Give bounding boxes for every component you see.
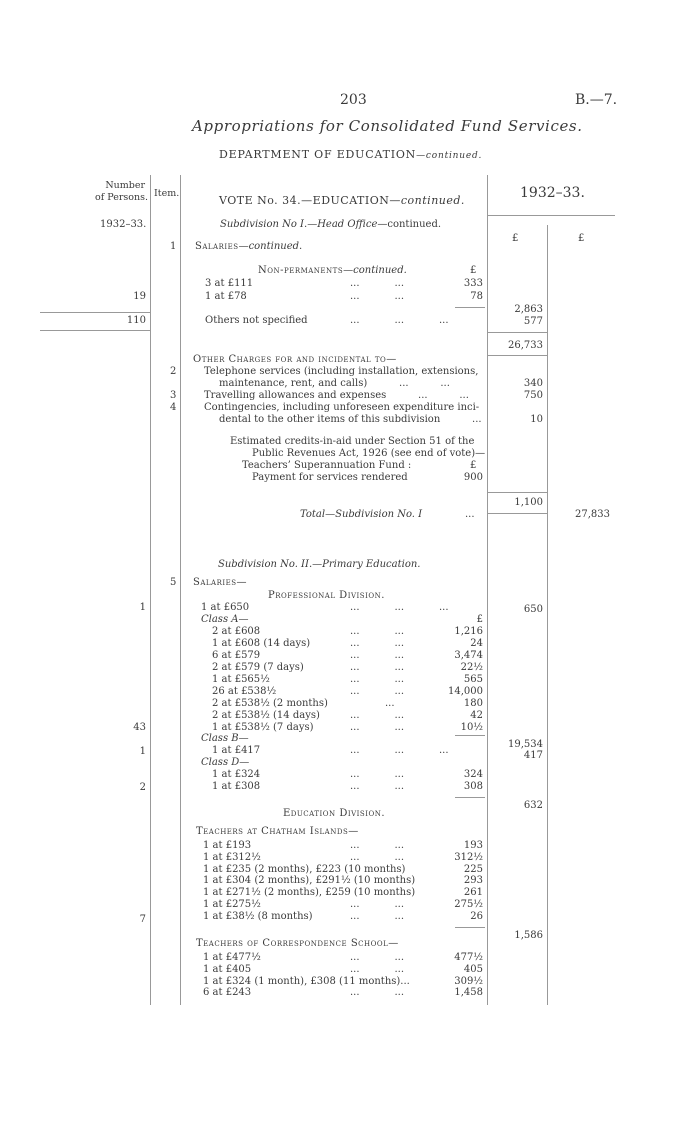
- salary-row-text: 1 at £405: [203, 963, 252, 975]
- salary-row-amount: 78: [470, 291, 483, 302]
- correspondence-school-heading: Teachers of Correspondence School—: [196, 938, 399, 949]
- pound-column2: £: [578, 233, 585, 244]
- salary-row-text: 6 at £579: [212, 649, 261, 661]
- salary-row-text: 1 at £304 (2 months), £291½ (10 months): [203, 875, 416, 887]
- leader-dots: ... ...: [350, 721, 405, 733]
- credits-line: Public Revenues Act, 1926 (see end of vote)—: [252, 448, 486, 459]
- subtotal-amount: 1,586: [514, 930, 543, 941]
- salary-row-text: 1 at £308: [212, 781, 261, 793]
- amount: 417: [523, 750, 543, 761]
- salary-row-amount: 1,458: [454, 987, 483, 999]
- other-charges-heading: Other Charges for and incidental to—: [193, 354, 397, 365]
- salary-row-amount: 24: [470, 637, 483, 649]
- salary-row-amount: 308: [463, 781, 483, 793]
- salary-row-text: 1 at £608 (14 days): [212, 637, 311, 649]
- leader-dots: ... ...: [350, 673, 405, 685]
- salary-row-text: 1 at £271½ (2 months), £259 (10 months): [203, 887, 416, 899]
- education-division-heading: Education Division.: [283, 808, 386, 819]
- subdivision-2-heading: Subdivision No. II.—Primary Education.: [218, 559, 421, 570]
- year-rule: [487, 215, 615, 216]
- leader-dots: ... ...: [350, 278, 405, 289]
- salary-row-text: 1 at £650: [201, 602, 250, 613]
- credits-line: Estimated credits-in-aid under Section 51 of the: [230, 436, 475, 447]
- page-number: 203: [340, 92, 367, 108]
- subtotal-amount: 19,534: [508, 739, 543, 750]
- salary-row-text: 1 at £275½: [203, 899, 261, 910]
- subdivision-1-title: Subdivision No I.—Head Office: [220, 219, 378, 230]
- leader-dots: ... ...: [350, 952, 405, 963]
- year-column-header: 1932–33.: [520, 185, 585, 201]
- salary-row-amount: 261: [463, 887, 483, 899]
- salary-row-text: 1 at £324: [212, 769, 261, 781]
- total-label: Total—Subdivision No. I: [300, 509, 423, 520]
- salary-row-amount: 42: [470, 709, 483, 721]
- column-rule-item: [180, 175, 181, 1005]
- subtotal-amount: 26,733: [508, 340, 543, 351]
- page-reference: B.—7.: [575, 92, 618, 108]
- pound-column1: £: [512, 233, 519, 244]
- leader-dots: ... ...: [350, 649, 405, 661]
- salary-row-text: Class B—: [201, 733, 249, 745]
- charge-line: maintenance, rent, and calls) ... ...: [219, 378, 450, 389]
- persons-header-line2: of Persons.: [95, 192, 148, 203]
- subdivision-total: 27,833: [575, 509, 610, 520]
- salary-row-text: Class D—: [201, 757, 250, 769]
- leader-dots: ...: [350, 697, 395, 709]
- persons-count: 43: [133, 722, 146, 733]
- persons-count: 110: [126, 315, 146, 326]
- leader-dots: ... ...: [350, 291, 405, 302]
- non-permanents-heading: [258, 265, 407, 276]
- salary-row-text: 2 at £579 (7 days): [212, 661, 304, 673]
- amount: 650: [523, 604, 543, 615]
- item-number: 1: [170, 241, 177, 252]
- leader-dots: ... ...: [350, 987, 405, 999]
- item-number: 3: [170, 390, 177, 401]
- column-rule-persons: [150, 175, 151, 1005]
- leader-dots: ... ...: [350, 661, 405, 673]
- salary-row-text: 1 at £477½: [203, 952, 261, 963]
- subdivision-1-continued: —continued.: [377, 219, 442, 230]
- salary-row-text: 1 at £78: [205, 291, 247, 302]
- salary-row-text: 1 at £417: [212, 745, 261, 757]
- persons-count: 2: [139, 782, 146, 793]
- salary-row-text: 1 at £38½ (8 months): [203, 910, 313, 922]
- salary-row-amount: 309½: [454, 975, 483, 987]
- salary-row-text: 1 at £538½ (7 days): [212, 721, 314, 733]
- salary-row-amount: 3,474: [454, 649, 483, 661]
- salary-row-text: 1 at £324 (1 month), £308 (11 months)...: [203, 975, 410, 987]
- charge-amount: 750: [523, 390, 543, 401]
- column-rule-amount1: [487, 175, 488, 1005]
- leader-dots: ...: [465, 509, 475, 520]
- persons-rule: [40, 312, 150, 313]
- leader-dots: ... ...: [350, 769, 405, 781]
- salary-row-amount: 333: [463, 278, 483, 289]
- credits-line: Teachers’ Superannuation Fund :: [242, 460, 412, 471]
- salary-row-text: Others not specified: [205, 315, 308, 326]
- persons-count: 1: [139, 746, 146, 757]
- charge-amount: 10: [530, 414, 543, 425]
- non-permanents-label: Non-permanents: [258, 265, 344, 276]
- salary-row-text: 3 at £111: [205, 278, 254, 289]
- salaries-label: Salaries: [195, 241, 239, 252]
- salary-row-amount: 405: [463, 963, 483, 975]
- leader-dots: ... ... ...: [350, 602, 449, 613]
- subtotal-rule: [455, 307, 485, 308]
- charge-line: Travelling allowances and expenses ... ...: [204, 390, 469, 401]
- leader-dots: ... ...: [350, 625, 405, 637]
- salary-row-amount: 324: [463, 769, 483, 781]
- item-column-header: Item.: [154, 188, 180, 199]
- leader-dots: ... ...: [350, 781, 405, 793]
- department-name: DEPARTMENT OF EDUCATION: [219, 148, 417, 161]
- persons-count: 1: [139, 602, 146, 613]
- item-number: 4: [170, 402, 177, 413]
- pound-sign: £: [470, 265, 477, 276]
- leader-dots: ... ...: [350, 899, 405, 910]
- salary-row-text: 1 at £312½: [203, 851, 261, 863]
- leader-dots: ... ...: [350, 851, 405, 863]
- credits-line: Payment for services rendered: [252, 472, 408, 483]
- salary-row-amount: 26: [470, 910, 483, 922]
- page-title: Appropriations for Consolidated Fund Services.: [192, 117, 583, 135]
- salaries-heading: [195, 241, 302, 252]
- item-number: 5: [170, 577, 177, 588]
- charge-amount: 340: [523, 378, 543, 389]
- credits-amount: 900: [463, 472, 483, 483]
- pound-sign: £: [470, 460, 477, 471]
- item-number: 2: [170, 366, 177, 377]
- salary-row-amount: £: [476, 613, 483, 625]
- salary-row-text: 2 at £608: [212, 625, 261, 637]
- leader-dots: ... ...: [350, 685, 405, 697]
- subdivision-1-heading: [220, 219, 441, 230]
- persons-header-line1: Number: [105, 180, 145, 191]
- amount-rule: [487, 355, 547, 356]
- salary-row-text: 26 at £538½: [212, 685, 277, 697]
- leader-dots: ... ... ...: [350, 745, 449, 757]
- persons-count: 7: [139, 914, 146, 925]
- leader-dots: ... ...: [350, 840, 405, 851]
- persons-year: 1932–33.: [100, 219, 147, 230]
- department-heading: [219, 148, 482, 161]
- subtotal-amount: 2,863: [514, 304, 543, 315]
- salaries-continued: —continued.: [238, 241, 303, 252]
- persons-column-header: [95, 180, 148, 204]
- salary-row-amount: 312½: [454, 851, 483, 863]
- leader-dots: ... ... ...: [350, 315, 449, 326]
- vote-continued: —continued.: [389, 194, 465, 207]
- salary-row-amount: 477½: [454, 952, 483, 963]
- charge-line: Contingencies, including unforeseen expenditure inci-: [204, 402, 480, 413]
- salary-row-amount: 275½: [454, 899, 483, 910]
- salary-row-amount: 225: [463, 863, 483, 875]
- salary-row-amount: 193: [463, 840, 483, 851]
- salary-row-amount: 180: [463, 697, 483, 709]
- subtotal-rule: [455, 797, 485, 798]
- amount-rule: [487, 332, 547, 333]
- salary-row-amount: 14,000: [448, 685, 483, 697]
- salary-row-text: 1 at £193: [203, 840, 252, 851]
- salary-row-amount: 22½: [460, 661, 483, 673]
- salary-row-amount: 10½: [460, 721, 483, 733]
- salary-row-amount: 293: [463, 875, 483, 887]
- subtotal-amount: 577: [523, 316, 543, 327]
- salary-row-amount: 1,216: [454, 625, 483, 637]
- charge-line: dental to the other items of this subdivision ...: [219, 414, 482, 425]
- leader-dots: ... ...: [350, 963, 405, 975]
- subtotal-amount: 632: [523, 800, 543, 811]
- vote-heading: [219, 194, 465, 207]
- subtotal-rule: [455, 735, 485, 736]
- leader-dots: ... ...: [350, 910, 405, 922]
- leader-dots: ... ...: [350, 709, 405, 721]
- chatham-islands-heading: Teachers at Chatham Islands—: [196, 826, 359, 837]
- salary-row-text: 6 at £243: [203, 987, 252, 999]
- salary-row-amount: 565: [463, 673, 483, 685]
- department-continued: —continued.: [416, 151, 483, 161]
- salary-row-text: 1 at £235 (2 months), £223 (10 months): [203, 863, 406, 875]
- salary-row-text: 1 at £565½: [212, 673, 270, 685]
- other-charges-total: 1,100: [514, 497, 543, 508]
- salary-row-text: 2 at £538½ (2 months): [212, 697, 328, 709]
- leader-dots: ... ...: [350, 637, 405, 649]
- professional-division-heading: Professional Division.: [268, 590, 385, 601]
- vote-title: VOTE No. 34.—EDUCATION: [219, 194, 390, 207]
- salary-row-text: Class A—: [201, 613, 249, 625]
- amount-rule: [487, 492, 547, 493]
- amount-rule: [487, 513, 547, 514]
- charge-line: Telephone services (including installation, extensions,: [204, 366, 479, 377]
- column-rule-amount2: [547, 225, 548, 1005]
- subtotal-rule: [455, 927, 485, 928]
- non-permanents-continued: —continued.: [343, 265, 407, 276]
- persons-count: 19: [133, 291, 146, 302]
- persons-rule: [40, 330, 150, 331]
- salary-row-text: 2 at £538½ (14 days): [212, 709, 320, 721]
- salaries-heading: Salaries—: [193, 577, 248, 588]
